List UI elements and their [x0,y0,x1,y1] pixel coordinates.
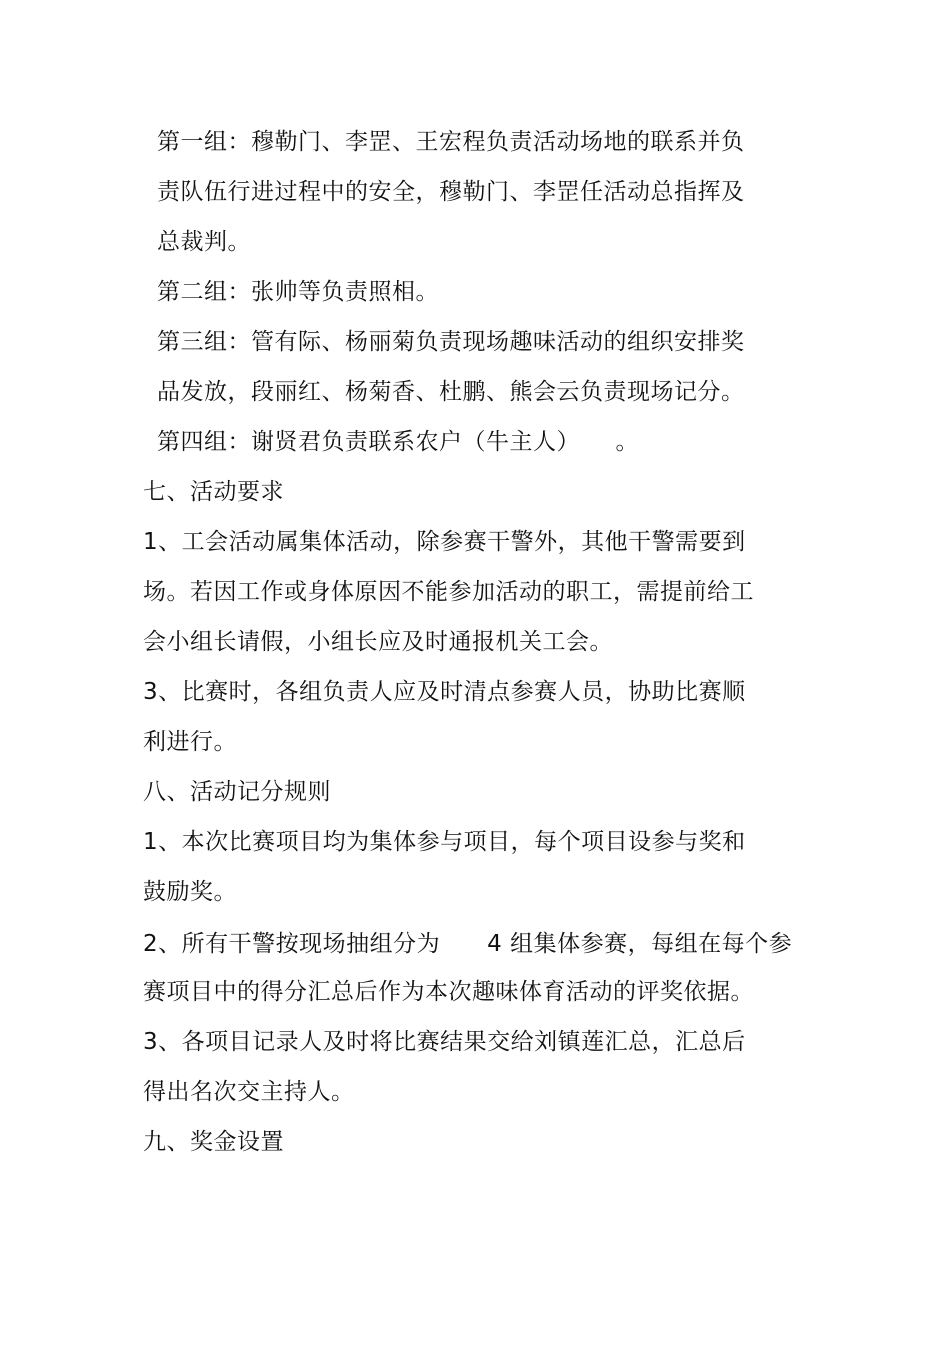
section-7-item-1-line-1: 1、工会活动属集体活动，除参赛干警外，其他干警需要到 [143,529,746,555]
group-3-line-1: 第三组：管有际、杨丽菊负责现场趣味活动的组织安排奖 [157,329,745,355]
section-8-item-3-line-1: 3、各项目记录人及时将比赛结果交给刘镇莲汇总，汇总后 [143,1029,746,1055]
section-7-item-3-line-2: 利进行。 [143,729,237,755]
section-7-item-1-line-2: 场。若因工作或身体原因不能参加活动的职工，需提前给工 [143,579,754,605]
group-2-line: 第二组：张帅等负责照相。 [157,279,439,305]
section-8-heading: 八、活动记分规则 [143,779,331,805]
group-4-line: 第四组：谢贤君负责联系农户（牛主人） 。 [157,429,639,455]
section-8-item-3-line-2: 得出名次交主持人。 [143,1079,355,1105]
group-1-line-1: 第一组：穆勒门、李罡、王宏程负责活动场地的联系并负 [157,129,745,155]
section-7-item-3-line-1: 3、比赛时，各组负责人应及时清点参赛人员，协助比赛顺 [143,679,746,705]
section-7-item-1-line-3: 会小组长请假，小组长应及时通报机关工会。 [143,629,613,655]
section-8-item-2-line-1: 2、所有干警按现场抽组分为 4 组集体参赛，每组在每个参 [143,931,793,957]
group-1-line-2: 责队伍行进过程中的安全，穆勒门、李罡任活动总指挥及 [157,179,745,205]
group-3-line-2: 品发放，段丽红、杨菊香、杜鹏、熊会云负责现场记分。 [157,379,745,405]
section-7-heading: 七、活动要求 [143,479,284,505]
section-8-item-1-line-1: 1、本次比赛项目均为集体参与项目，每个项目设参与奖和 [143,829,746,855]
group-1-line-3: 总裁判。 [157,229,251,255]
section-9-heading: 九、奖金设置 [143,1129,284,1155]
section-8-item-2-line-2: 赛项目中的得分汇总后作为本次趣味体育活动的评奖依据。 [143,979,754,1005]
section-8-item-1-line-2: 鼓励奖。 [143,879,237,905]
